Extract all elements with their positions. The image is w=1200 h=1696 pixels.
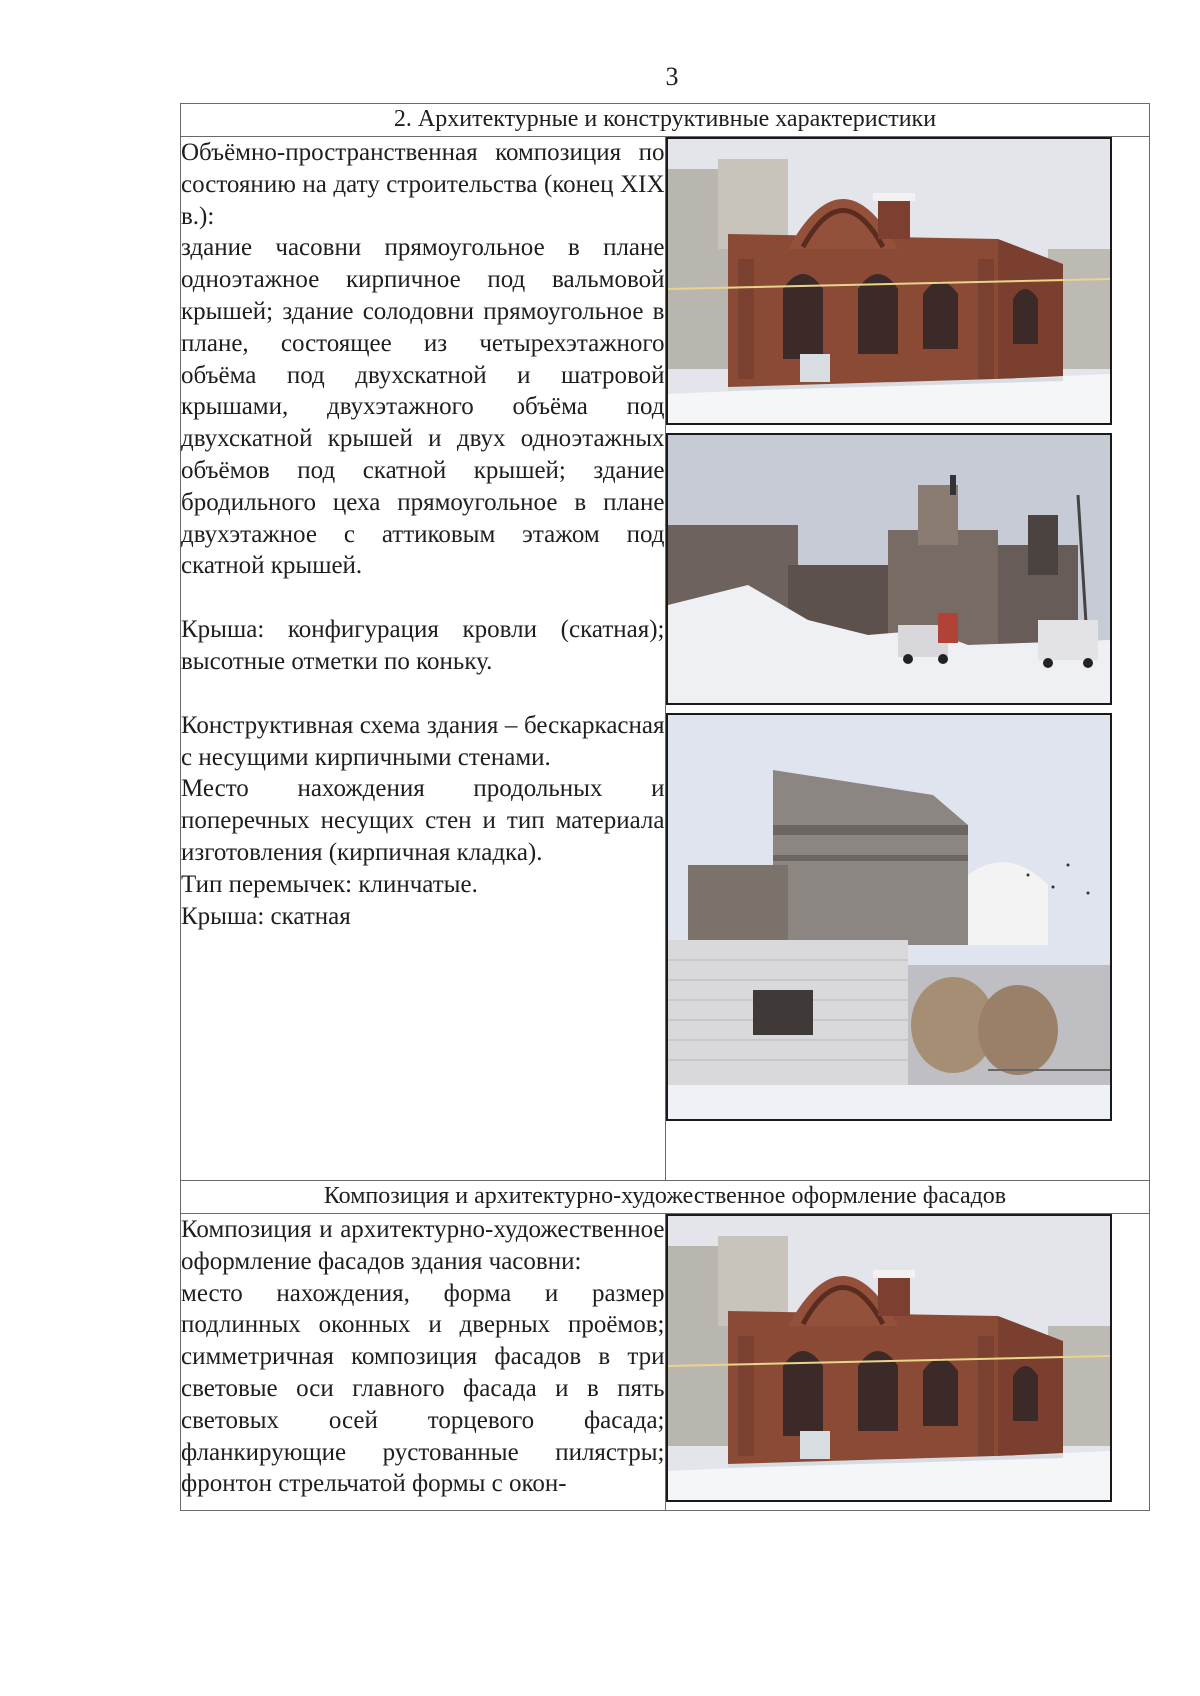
photo-brick-chapel-facade: [666, 1214, 1112, 1502]
architecture-text-cell: [181, 137, 666, 1181]
paragraph-roof: Крыша: скатная: [181, 902, 351, 930]
paragraph-facade-composition: Композиция и архитектурно-художественное оформление фасадов здания часовни:: [181, 1216, 665, 1275]
fermentation-photo-image: [668, 715, 1110, 1119]
section-heading-facades: Композиция и архитектурно-художественное оформление фасадов: [181, 1181, 1150, 1214]
facades-photo-cell: [665, 1214, 1150, 1511]
page-number: 3: [665, 62, 679, 91]
paragraph-buildings-description: здание часовни прямоугольное в плане одноэтажное кирпичное под вальмовой крышей; здание солодовни прямоугольное в плане, состоящее из четырехэтажного объёма под двухскатной и шатровой крышами, двухэтажного объёма под двухскатной крышей и двух одноэтажных объёмов под скатной крышей; здание бродильного цеха прямоугольное в плане двухэтажное с аттиковым этажом под скатной крышей.: [181, 234, 665, 580]
facades-text-cell: [181, 1214, 666, 1511]
paragraph-composition-intro: Объёмно-пространственная композиция по состоянию на дату строительства (конец XIX в.):: [181, 139, 665, 230]
paragraph-facade-details: место нахождения, форма и размер подлинных оконных и дверных проёмов; симметричная композиция фасадов в три световые оси главного фасада и в пять световых осей торцевого фасада; фланкирующие рустованные пилястры; фронтон стрельчатой формы с окон-: [181, 1279, 665, 1498]
chapel-photo-image: [668, 139, 1110, 423]
photo-brick-chapel: [666, 137, 1112, 425]
paragraph-walls-location: Место нахождения продольных и поперечных несущих стен и тип материала изготовления (кирпичная кладка).: [181, 775, 665, 866]
paragraph-roof-configuration: Крыша: конфигурация кровли (скатная); высотные отметки по коньку.: [181, 616, 665, 675]
photo-malt-house-yard: [666, 433, 1112, 705]
paragraph-structural-scheme: Конструктивная схема здания – бескаркасная с несущими кирпичными стенами.: [181, 711, 665, 771]
malt-house-photo-image: [668, 435, 1110, 703]
photo-fermentation-building: [666, 713, 1112, 1121]
characteristics-table: [180, 103, 1150, 1511]
section-heading-architecture: 2. Архитектурные и конструктивные характеристики: [181, 104, 1150, 137]
architecture-photos-cell: [665, 137, 1150, 1181]
chapel-facade-photo-image: [668, 1216, 1110, 1500]
paragraph-lintels: Тип перемычек: клинчатые.: [181, 870, 478, 898]
